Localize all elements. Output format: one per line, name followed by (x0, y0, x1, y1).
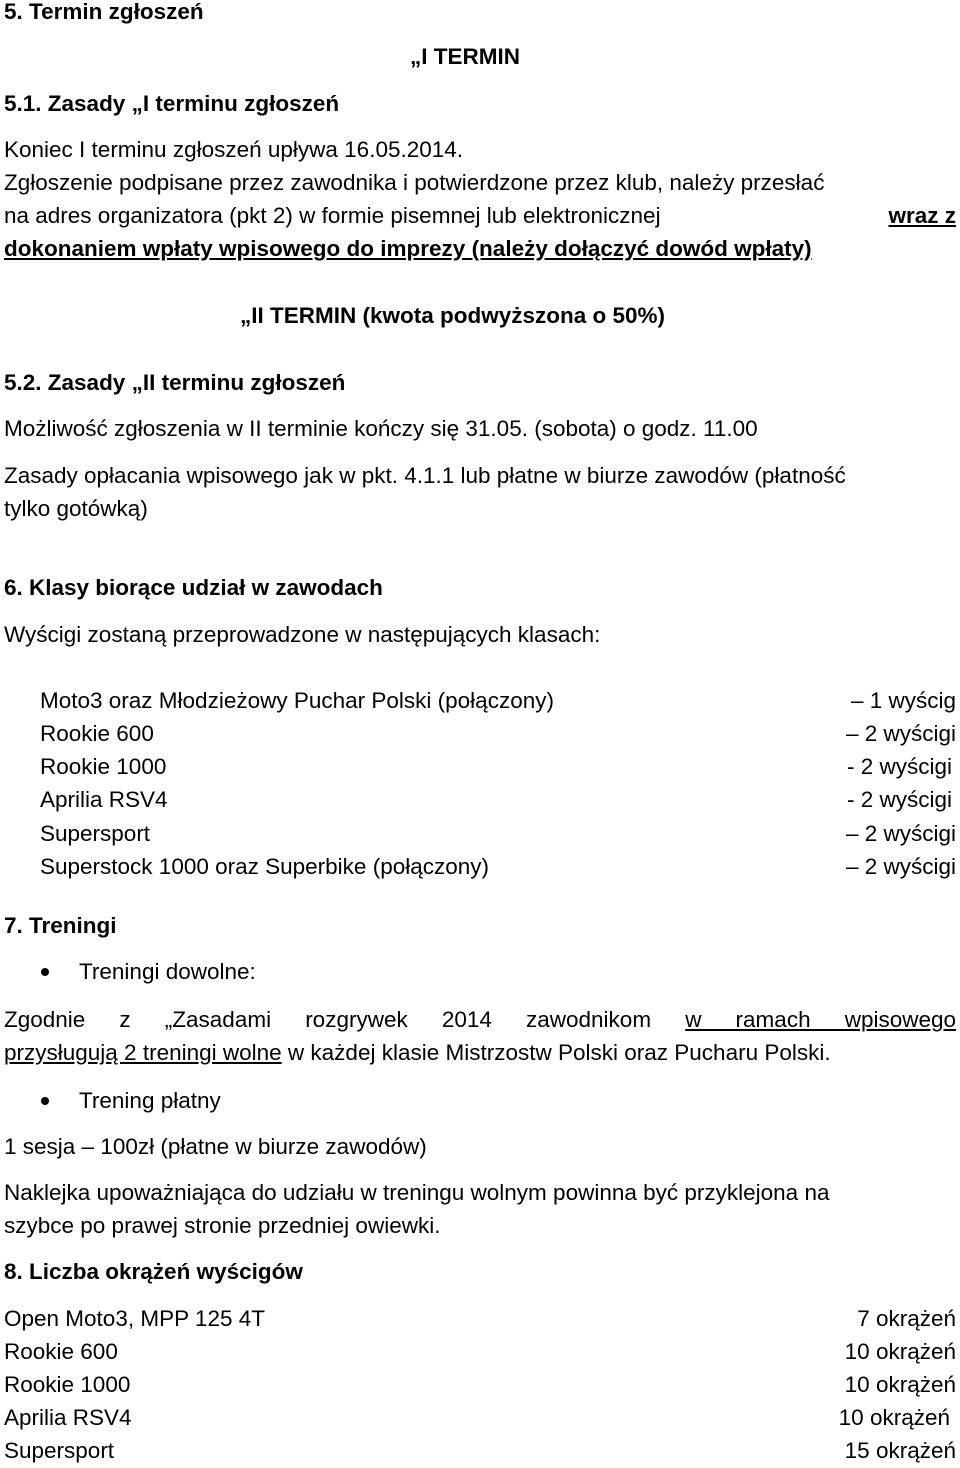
class-name: Rookie 1000 (40, 754, 167, 779)
laps-count: 15 okrążeń (844, 1438, 956, 1463)
paragraph-line: Zasady opłacania wpisowego jak w pkt. 4.1.1 lub płatne w biurze zawodów (płatność (4, 463, 846, 488)
laps-count: 10 okrążeń (844, 1372, 956, 1397)
emphasis-line: dokonaniem wpłaty wpisowego do imprezy (należy dołączyć dowód wpłaty) (4, 236, 812, 261)
paragraph-line: 1 sesja – 100zł (płatne w biurze zawodów) (4, 1134, 427, 1159)
class-races: – 2 wyścigi (845, 721, 956, 746)
deadline-line: Koniec I terminu zgłoszeń upływa 16.05.2014. (4, 137, 464, 162)
bullet-item: Trening płatny (79, 1088, 221, 1113)
laps-class-name: Open Moto3, MPP 125 4T (4, 1306, 265, 1331)
laps-class-name: Aprilia RSV4 (4, 1405, 132, 1430)
bullet-item: Treningi dowolne: (79, 959, 256, 984)
laps-class-name: Supersport (4, 1438, 115, 1463)
paragraph-line: szybce po prawej stronie przedniej owiewki. (4, 1213, 441, 1238)
class-races: – 2 wyścigi (845, 854, 956, 879)
paragraph-line (4, 199, 956, 232)
section-6-heading: 6. Klasy biorące udział w zawodach (4, 575, 383, 600)
bullet-icon (41, 968, 49, 976)
laps-count: 7 okrążeń (857, 1306, 956, 1331)
laps-count: 10 okrążeń (838, 1405, 950, 1430)
classes-intro: Wyścigi zostaną przeprowadzone w następujących klasach: (4, 622, 601, 647)
paragraph-text: na adres organizatora (pkt 2) w formie pisemnej lub elektronicznej (4, 203, 661, 228)
class-name: Superstock 1000 oraz Superbike (połączony) (40, 854, 490, 879)
paragraph-line (4, 1036, 831, 1069)
paragraph-line: Naklejka upoważniająca do udziału w treningu wolnym powinna być przyklejona na (4, 1180, 830, 1205)
class-name: Supersport (40, 821, 151, 846)
class-name: Aprilia RSV4 (40, 787, 168, 812)
class-name: Moto3 oraz Młodzieżowy Puchar Polski (połączony) (40, 688, 554, 713)
laps-class-name: Rookie 600 (4, 1339, 118, 1364)
section-5-1-heading: 5.1. Zasady „I terminu zgłoszeń (4, 91, 340, 116)
emphasis-text: wraz z (888, 203, 956, 228)
class-races: – 1 wyścig (850, 688, 956, 713)
class-races: - 2 wyścigi (846, 754, 952, 779)
class-races: - 2 wyścigi (846, 787, 952, 812)
class-name: Rookie 600 (40, 721, 154, 746)
paragraph-text: Zgodnie z „Zasadami rozgrywek 2014 zawodnikom (4, 1007, 686, 1032)
section-5-heading: 5. Termin zgłoszeń (4, 0, 204, 24)
section-7-heading: 7. Treningi (4, 913, 117, 938)
term-1-label: „I TERMIN (410, 44, 520, 69)
section-8-heading: 8. Liczba okrążeń wyścigów (4, 1259, 303, 1284)
paragraph-line: Możliwość zgłoszenia w II terminie kończy się 31.05. (sobota) o godz. 11.00 (4, 416, 758, 441)
laps-class-name: Rookie 1000 (4, 1372, 131, 1397)
underlined-text: w ramach wpisowego (685, 1007, 957, 1032)
section-5-2-heading: 5.2. Zasady „II terminu zgłoszeń (4, 370, 346, 395)
paragraph-text: w każdej klasie Mistrzostw Polski oraz Pucharu Polski. (281, 1040, 831, 1065)
paragraph-line (4, 1003, 956, 1036)
paragraph-line: tylko gotówką) (4, 496, 148, 521)
class-races: – 2 wyścigi (845, 821, 956, 846)
bullet-icon (41, 1097, 49, 1105)
term-2-label: „II TERMIN (kwota podwyższona o 50%) (240, 303, 666, 328)
underlined-text: przysługują 2 treningi wolne (4, 1040, 282, 1065)
paragraph-line: Zgłoszenie podpisane przez zawodnika i potwierdzone przez klub, należy przesłać (4, 170, 825, 195)
laps-count: 10 okrążeń (844, 1339, 956, 1364)
